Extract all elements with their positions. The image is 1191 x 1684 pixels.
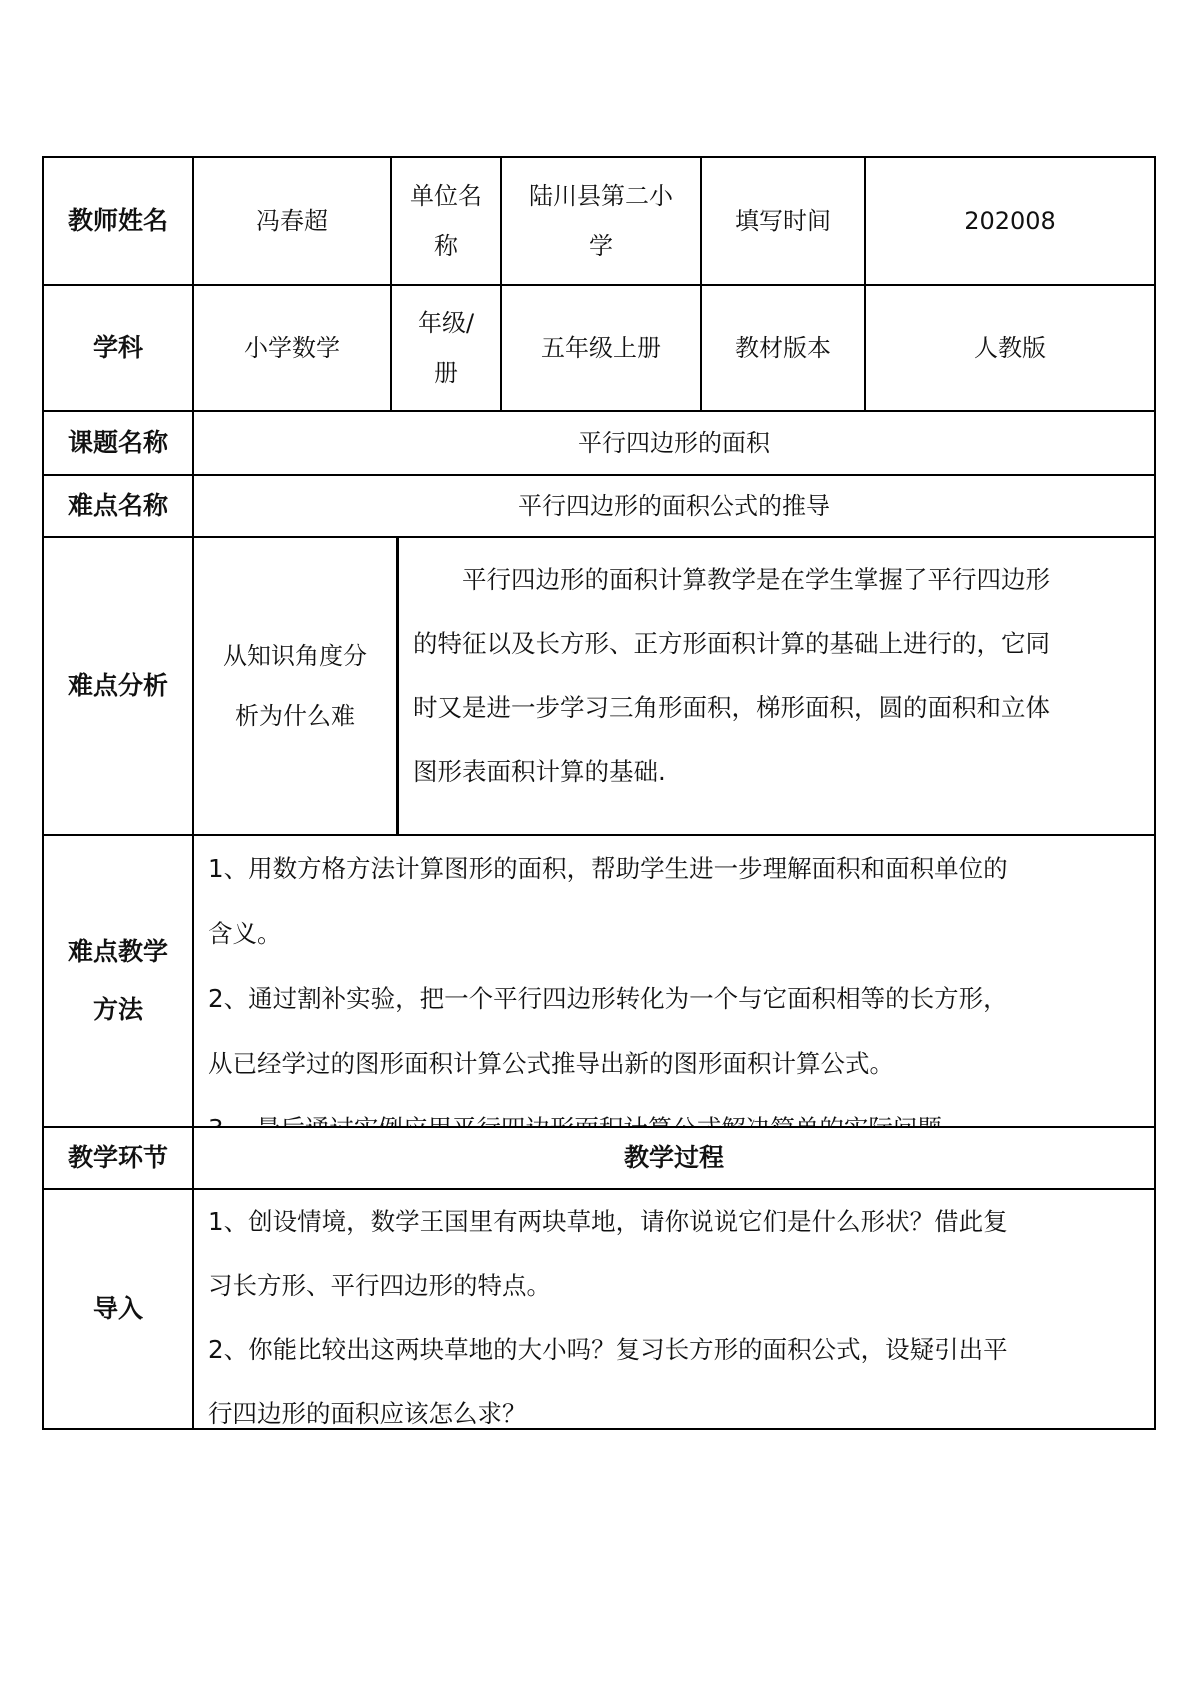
unit-label-line2: 称 — [434, 232, 458, 260]
subject-label: 学科 — [42, 284, 194, 412]
intro-line-3: 2、你能比较出这两块草地的大小吗？复习长方形的面积公式，设疑引出平 — [208, 1335, 1008, 1364]
intro-line-2: 习长方形、平行四边形的特点。 — [208, 1271, 551, 1300]
teacher-name-label: 教师姓名 — [42, 156, 194, 286]
analysis-line-4: 图形表面积计算的基础. — [413, 757, 666, 786]
difficulty-analysis-label: 难点分析 — [42, 536, 194, 836]
fill-time-value: 202008 — [864, 156, 1156, 286]
method-label-line1: 难点教学 — [67, 937, 168, 966]
analysis-sub-label-line1: 从知识角度分 — [223, 642, 367, 670]
analysis-line-3: 时又是进一步学习三角形面积，梯形面积，圆的面积和立体 — [413, 693, 1050, 722]
subject-value: 小学数学 — [192, 284, 392, 412]
analysis-sub-label-line2: 析为什么难 — [235, 702, 355, 730]
teacher-name-value: 冯春超 — [192, 156, 392, 286]
intro-line-4: 行四边形的面积应该怎么求？ — [208, 1399, 527, 1428]
method-line-3: 2、通过割补实验，把一个平行四边形转化为一个与它面积相等的长方形， — [208, 984, 1008, 1013]
analysis-sub-label — [192, 536, 398, 836]
unit-label-line1: 单位名 — [410, 182, 482, 210]
fill-time-label: 填写时间 — [700, 156, 866, 286]
textbook-label: 教材版本 — [700, 284, 866, 412]
textbook-value: 人教版 — [864, 284, 1156, 412]
method-text — [192, 834, 1156, 1128]
stage-header-label: 教学环节 — [42, 1126, 194, 1190]
intro-line-1: 1、创设情境，数学王国里有两块草地，请你说说它们是什么形状？借此复 — [208, 1207, 1008, 1236]
grade-label-line2: 册 — [434, 359, 458, 387]
unit-value-line2: 学 — [589, 232, 613, 260]
method-line-2: 含义。 — [208, 919, 282, 948]
unit-value-line1: 陆川县第二小 — [529, 182, 673, 210]
lesson-plan-table — [42, 156, 1156, 1486]
topic-label: 课题名称 — [42, 410, 194, 476]
difficulty-name-value: 平行四边形的面积公式的推导 — [192, 474, 1156, 538]
intro-label: 导入 — [42, 1188, 194, 1430]
unit-label — [390, 156, 502, 286]
topic-value: 平行四边形的面积 — [192, 410, 1156, 476]
unit-value — [500, 156, 702, 286]
analysis-line-1: 平行四边形的面积计算教学是在学生掌握了平行四边形 — [462, 565, 1050, 594]
process-header-label: 教学过程 — [192, 1126, 1156, 1190]
grade-value: 五年级上册 — [500, 284, 702, 412]
difficulty-name-label: 难点名称 — [42, 474, 194, 538]
method-line-1: 1、用数方格方法计算图形的面积，帮助学生进一步理解面积和面积单位的 — [208, 854, 1008, 883]
grade-label-line1: 年级/ — [417, 309, 475, 337]
intro-text — [192, 1188, 1156, 1430]
analysis-text — [396, 536, 1156, 836]
method-line-4: 从已经学过的图形面积计算公式推导出新的图形面积计算公式。 — [208, 1049, 894, 1078]
grade-label — [390, 284, 502, 412]
method-label — [42, 834, 194, 1128]
method-label-line2: 方法 — [92, 995, 143, 1024]
analysis-line-2: 的特征以及长方形、正方形面积计算的基础上进行的，它同 — [413, 629, 1050, 658]
